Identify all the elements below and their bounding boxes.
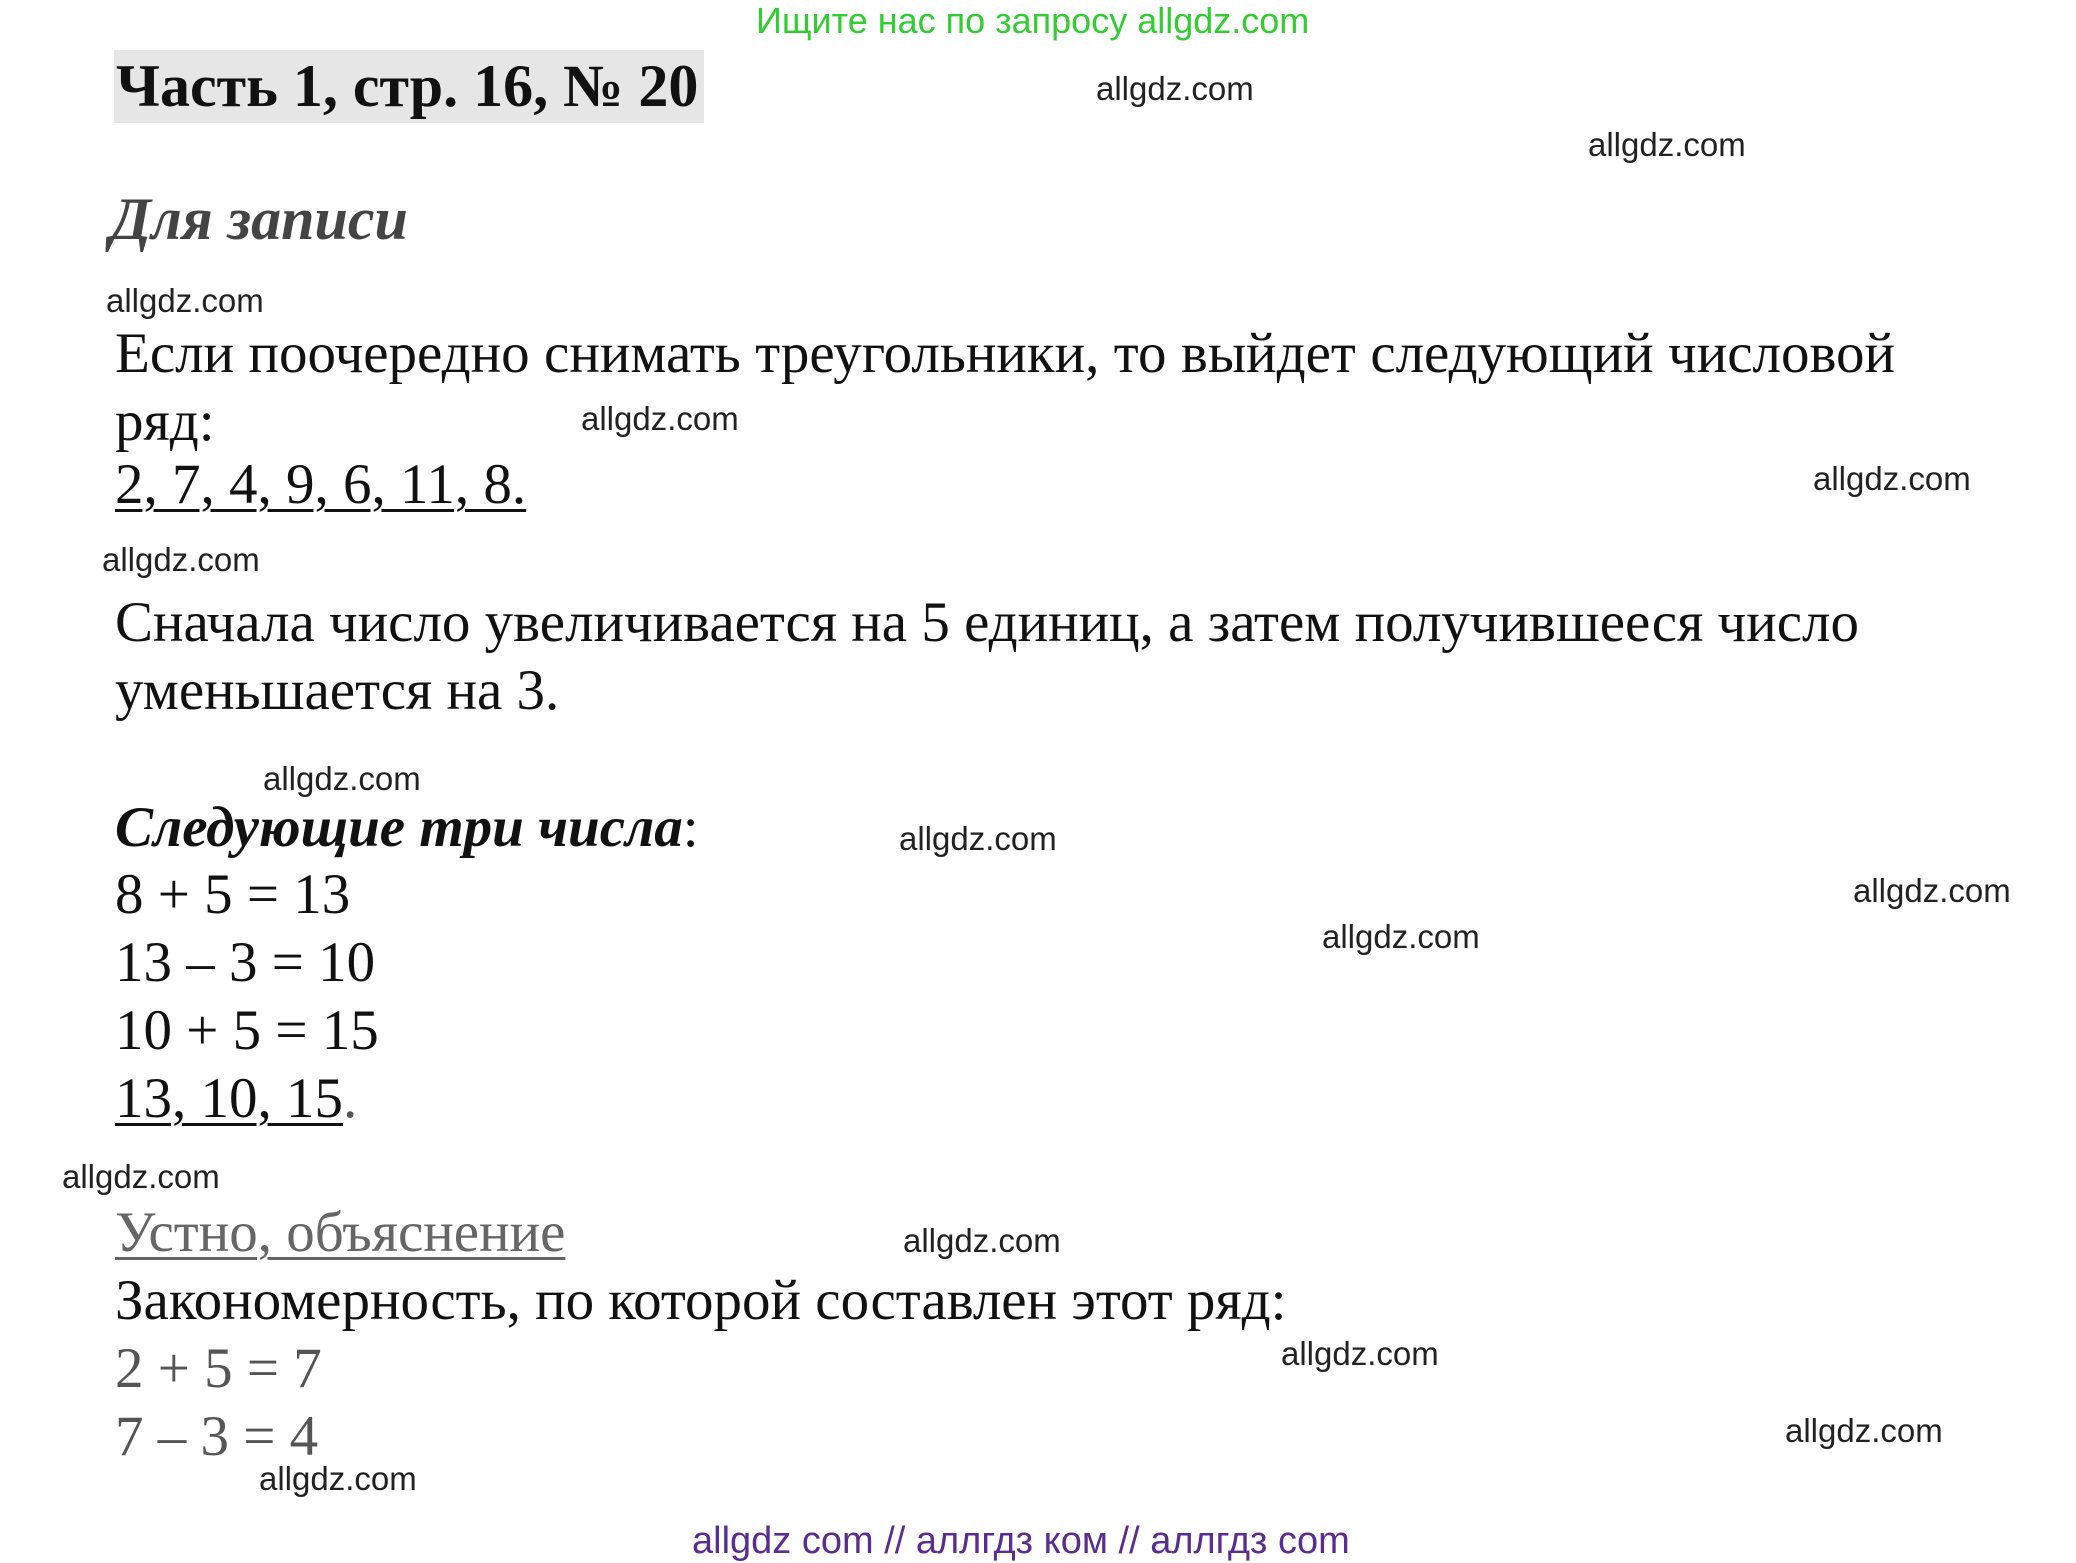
- watermark: allgdz.com: [1096, 70, 1254, 107]
- answer-line: [115, 1066, 357, 1131]
- watermark: allgdz.com: [1281, 1335, 1439, 1372]
- calc-line-3: 10 + 5 = 15: [115, 999, 379, 1062]
- oral-explanation-heading: Устно, объяснение: [115, 1201, 566, 1264]
- pattern-calc-2: 7 – 3 = 4: [115, 1405, 319, 1468]
- watermark: allgdz.com: [899, 820, 1057, 857]
- watermark: allgdz.com: [903, 1222, 1061, 1259]
- intro-paragraph: Если поочередно снимать треугольники, то выйдет следующий числовой ряд:: [115, 322, 1895, 453]
- watermark: allgdz.com: [1853, 872, 2011, 909]
- watermark: allgdz.com: [581, 400, 739, 437]
- footer-links: allgdz com // аллгдз ком // аллгдз com: [692, 1520, 1350, 1562]
- watermark: allgdz.com: [62, 1158, 220, 1195]
- pattern-calc-1: 2 + 5 = 7: [115, 1337, 322, 1400]
- watermark: allgdz.com: [1813, 460, 1971, 497]
- rule-line-1: Сначала число увеличивается на 5 единиц, а затем получившееся число: [115, 591, 1859, 654]
- next-numbers-heading: [115, 795, 699, 860]
- calc-line-1: 8 + 5 = 13: [115, 863, 351, 926]
- section-subtitle: Для записи: [110, 186, 408, 252]
- next-numbers-colon: :: [682, 796, 699, 859]
- number-sequence: 2, 7, 4, 9, 6, 11, 8.: [115, 453, 527, 516]
- next-numbers-heading-text: Следующие три числа: [115, 796, 683, 859]
- watermark: allgdz.com: [106, 282, 264, 319]
- calc-line-2: 13 – 3 = 10: [115, 931, 376, 994]
- answer-numbers: 13, 10, 15: [115, 1067, 343, 1130]
- watermark: allgdz.com: [1588, 126, 1746, 163]
- rule-line-2: уменьшается на 3.: [115, 659, 560, 722]
- pattern-text: Закономерность, по которой составлен этот ряд:: [115, 1269, 1287, 1332]
- watermark: allgdz.com: [259, 1460, 417, 1497]
- watermark: allgdz.com: [263, 760, 421, 797]
- page-title: Часть 1, стр. 16, № 20: [114, 50, 704, 123]
- watermark: allgdz.com: [102, 541, 260, 578]
- search-banner: Ищите нас по запросу allgdz.com: [756, 0, 1310, 41]
- watermark: allgdz.com: [1322, 918, 1480, 955]
- watermark: allgdz.com: [1785, 1412, 1943, 1449]
- answer-period: .: [343, 1067, 358, 1130]
